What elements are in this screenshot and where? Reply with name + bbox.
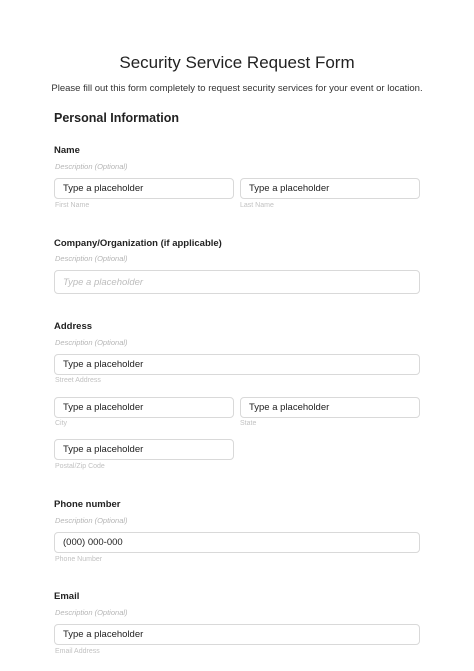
last-name-sublabel: Last Name <box>240 202 274 209</box>
address-description: Description (Optional) <box>55 338 128 347</box>
email-sublabel: Email Address <box>55 648 100 655</box>
company-description: Description (Optional) <box>55 254 128 263</box>
state-input[interactable]: Type a placeholder <box>240 397 420 418</box>
email-label: Email <box>54 591 80 602</box>
form-subtitle: Please fill out this form completely to request security services for your event or location. <box>51 83 423 94</box>
state-sublabel: State <box>240 420 257 427</box>
city-sublabel: City <box>55 420 68 427</box>
phone-sublabel: Phone Number <box>55 556 103 563</box>
street-address-input[interactable]: Type a placeholder <box>54 354 420 375</box>
last-name-input[interactable]: Type a placeholder <box>240 178 420 199</box>
form-title: Security Service Request Form <box>119 53 355 72</box>
phone-description: Description (Optional) <box>55 516 128 525</box>
email-description: Description (Optional) <box>55 608 128 617</box>
company-input[interactable]: Type a placeholder <box>54 270 420 294</box>
company-label: Company/Organization (if applicable) <box>54 238 222 249</box>
email-input[interactable]: Type a placeholder <box>54 624 420 645</box>
first-name-sublabel: First Name <box>55 202 90 209</box>
zip-code-sublabel: Postal/Zip Code <box>55 463 105 470</box>
phone-input[interactable]: (000) 000-000 <box>54 532 420 553</box>
section-title-personal-information: Personal Information <box>54 111 180 125</box>
name-label: Name <box>54 145 80 156</box>
name-description: Description (Optional) <box>55 162 128 171</box>
address-label: Address <box>54 321 93 332</box>
street-address-sublabel: Street Address <box>55 377 101 384</box>
city-input[interactable]: Type a placeholder <box>54 397 234 418</box>
zip-code-input[interactable]: Type a placeholder <box>54 439 234 460</box>
first-name-input[interactable]: Type a placeholder <box>54 178 234 199</box>
phone-label: Phone number <box>54 499 121 510</box>
